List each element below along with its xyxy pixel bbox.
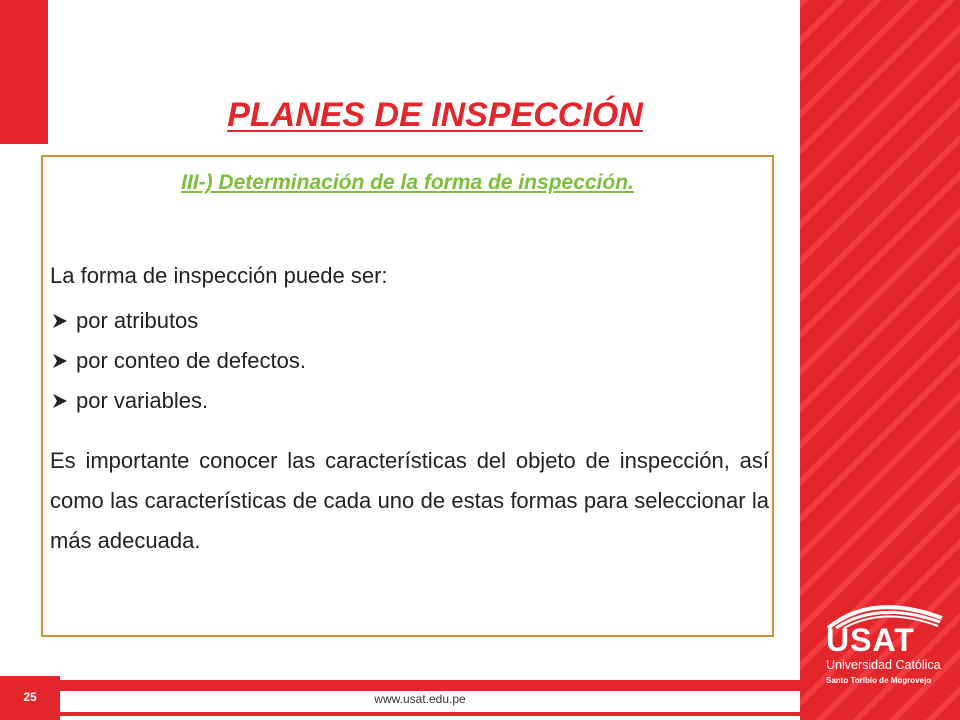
arrow-bullet-icon — [50, 311, 70, 331]
footer-line — [60, 712, 800, 716]
arrow-bullet-icon — [50, 351, 70, 371]
footer-url-link[interactable]: www.usat.edu.pe — [374, 692, 466, 706]
bullet-text: por conteo de defectos. — [76, 348, 306, 373]
logo-university-subname: Santo Toribio de Mogrovejo — [826, 676, 932, 685]
bullet-item — [50, 301, 306, 341]
bullet-text: por atributos — [76, 308, 199, 333]
bullet-item — [50, 341, 306, 381]
bullet-text: por variables. — [76, 388, 209, 413]
content-box — [41, 155, 774, 637]
page-number: 25 — [0, 676, 60, 720]
slide-title: PLANES DE INSPECCIÓN — [227, 96, 643, 134]
usat-logo — [822, 600, 954, 710]
footer-bar — [0, 680, 800, 691]
body-paragraph: Es importante conocer las características del objeto de inspección, así como las características de cada uno de estas formas para seleccionar la más adecuada. — [50, 448, 769, 553]
arrow-bullet-icon — [50, 391, 70, 411]
bullet-list — [50, 301, 306, 421]
bullet-item — [50, 381, 306, 421]
logo-university-name: Universidad Católica — [826, 658, 941, 672]
logo-wordmark: USAT — [826, 622, 915, 658]
intro-text: La forma de inspección puede ser: — [50, 263, 388, 288]
slide-subtitle: III-) Determinación de la forma de inspección. — [181, 171, 634, 194]
